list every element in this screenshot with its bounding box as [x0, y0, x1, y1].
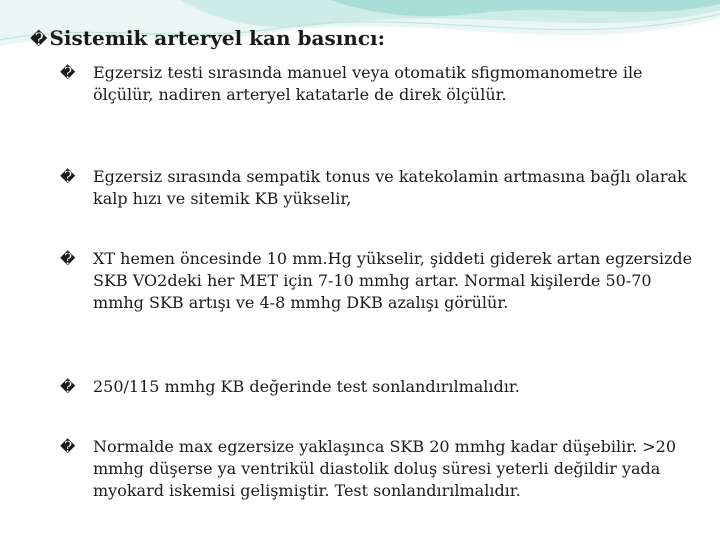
list-item-text: XT hemen öncesinde 10 mm.Hg yükselir, şiddeti giderek artan egzersizde SKB VO2deki her MET için 7-10 mmhg artar. Normal kişilerde 50-70 mmhg SKB artışı ve 4-8 mmhg DKB azalışı görülür.: [93, 249, 693, 312]
list-item-text: Egzersiz testi sırasında manuel veya otomatik sfigmomanometre ile ölçülür, nadiren arteryel katatarle de direk ölçülür.: [93, 63, 643, 104]
list-item-text: Egzersiz sırasında sempatik tonus ve katekolamin artmasına bağlı olarak kalp hızı ve sitemik KB yükselir,: [93, 167, 687, 208]
list-item: [60, 166, 700, 210]
list-item: [60, 62, 700, 106]
list-item: [60, 248, 700, 314]
list-item: [60, 436, 700, 502]
title-text: Sistemik arteryel kan basıncı:: [49, 26, 386, 50]
list-item: [60, 376, 700, 398]
title-bullet-icon: �: [30, 30, 48, 50]
bullet-icon: �: [60, 64, 76, 82]
list-item-text: 250/115 mmhg KB değerinde test sonlandırılmalıdır.: [93, 377, 520, 396]
bullet-icon: �: [60, 378, 76, 396]
bullet-icon: �: [60, 168, 76, 186]
bullet-icon: �: [60, 438, 76, 456]
slide-title: [30, 26, 385, 50]
list-item-text: Normalde max egzersize yaklaşınca SKB 20 mmhg kadar düşebilir. >20 mmhg düşerse ya ventrikül diastolik doluş süresi yeterli değildir yada myokard iskemisi gelişmiştir. Test sonlandırılmalıdır.: [93, 437, 677, 500]
bullet-icon: �: [60, 250, 76, 268]
